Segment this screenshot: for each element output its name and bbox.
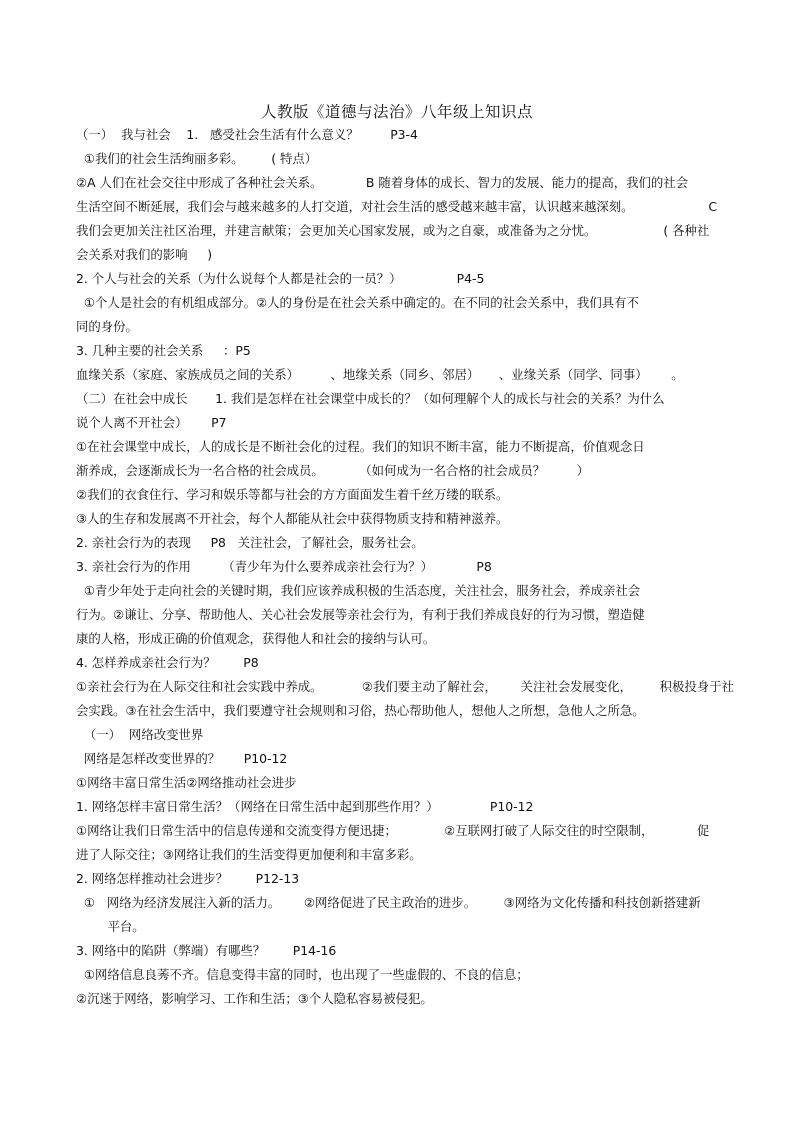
text-line: ③人的生存和发展离不开社会，每个人都能从社会中获得物质支持和精神滋养。 (76, 511, 509, 526)
text-line: （二）在社会中成长 1. 我们是怎样在社会课堂中成长的？（如何理解个人的成长与社会的关系？为什么 (76, 391, 665, 406)
text-line: 生活空间不断延展，我们会与越来越多的人打交道，对社会生活的感受越来越丰富，认识越来越深刻。 C (76, 199, 718, 214)
text-line: 2. 亲社会行为的表现 P8 关注社会，了解社会，服务社会。 (76, 535, 424, 550)
text-line: 3. 几种主要的社会关系 ：P5 (76, 343, 251, 358)
text-line: 渐养成，会逐渐成长为一名合格的社会成员。 （如何成为一名合格的社会成员？ ） (76, 463, 590, 478)
text-line: 行为。②谦让、分享、帮助他人、关心社会发展等亲社会行为，有利于我们养成良好的行为习惯，塑造健 (76, 607, 645, 622)
text-line: 康的人格，形成正确的价值观念，获得他人和社会的接纳与认可。 (76, 631, 436, 646)
text-line: 3. 网络中的陷阱（弊端）有哪些？ P14-16 (76, 943, 337, 958)
text-line: ①在社会课堂中成长，人的成长是不断社会化的过程。我们的知识不断丰富，能力不断提高，价值观念日 (76, 439, 645, 454)
text-line: 3. 亲社会行为的作用 （青少年为什么要养成亲社会行为？） P8 (76, 559, 492, 574)
text-line: ①网络让我们日常生活中的信息传递和交流变得方便迅捷； ②互联网打破了人际交往的时空限制， 促 (76, 823, 710, 838)
text-line: ②沉迷于网络，影响学习、工作和生活；③个人隐私容易被侵犯。 (76, 991, 433, 1006)
text-line: 平台。 (76, 919, 145, 934)
text-line: ① 网络为经济发展注入新的活力。 ②网络促进了民主政治的进步。 ③网络为文化传播和科技创新搭建新 (76, 895, 701, 910)
text-line: （一） 网络改变世界 (76, 727, 204, 742)
text-line: 2. 个人与社会的关系（为什么说每个人都是社会的一员？） P4-5 (76, 271, 485, 286)
document-title: 人教版《道德与法治》八年级上知识点 (260, 103, 533, 121)
text-line: ①个人是社会的有机组成部分。②人的身份是在社会关系中确定的。在不同的社会关系中，我们具有不 (76, 295, 639, 310)
text-line: 4. 怎样养成亲社会行为？ P8 (76, 655, 259, 670)
text-line: ②我们的衣食住行、学习和娱乐等都与社会的方方面面发生着千丝万缕的联系。 (76, 487, 509, 502)
text-line: ②A 人们在社会交往中形成了各种社会关系。 B 随着身体的成长、智力的发展、能力的提高，我们的社会 (76, 175, 689, 190)
text-line: （一） 我与社会 1. 感受社会生活有什么意义？ P3-4 (76, 127, 418, 142)
text-line: 会关系对我们的影响 ) (76, 247, 213, 262)
text-line: ①网络丰富日常生活②网络推动社会进步 (76, 775, 297, 790)
text-line: 2. 网络怎样推动社会进步？ P12-13 (76, 871, 300, 886)
text-line: 我们会更加关注社区治理，并建言献策；会更加关心国家发展，或为之自豪，或准备为之分忧。 ( 各种社 (76, 223, 710, 238)
text-line: 同的身份。 (76, 319, 138, 334)
text-line: ①网络信息良莠不齐。信息变得丰富的同时，也出现了一些虚假的、不良的信息； (76, 967, 529, 982)
text-line: 说个人离不开社会） P7 (76, 415, 227, 430)
text-line: ①亲社会行为在人际交往和社会实践中养成。 ②我们要主动了解社会， 关注社会发展变化， 积极投身于社 (76, 679, 734, 694)
text-line: 1. 网络怎样丰富日常生活？（网络在日常生活中起到那些作用？） P10-12 (76, 799, 534, 814)
text-line: 进了人际交往；③网络让我们的生活变得更加便利和丰富多彩。 (76, 847, 422, 862)
text-line: 会实践。③在社会生活中，我们要遵守社会规则和习俗，热心帮助他人，想他人之所想，急他人之所急。 (76, 703, 645, 718)
text-line: 血缘关系（家庭、家族成员之间的关系） 、地缘关系（同乡、邻居） 、业缘关系（同学、同事） 。 (76, 367, 684, 382)
text-line: ①我们的社会生活绚丽多彩。 ( 特点） (76, 151, 318, 166)
text-line: ①青少年处于走向社会的关键时期，我们应该养成积极的生活态度，关注社会，服务社会，养成亲社会 (76, 583, 641, 598)
text-line: 网络是怎样改变世界的？ P10-12 (76, 751, 288, 766)
